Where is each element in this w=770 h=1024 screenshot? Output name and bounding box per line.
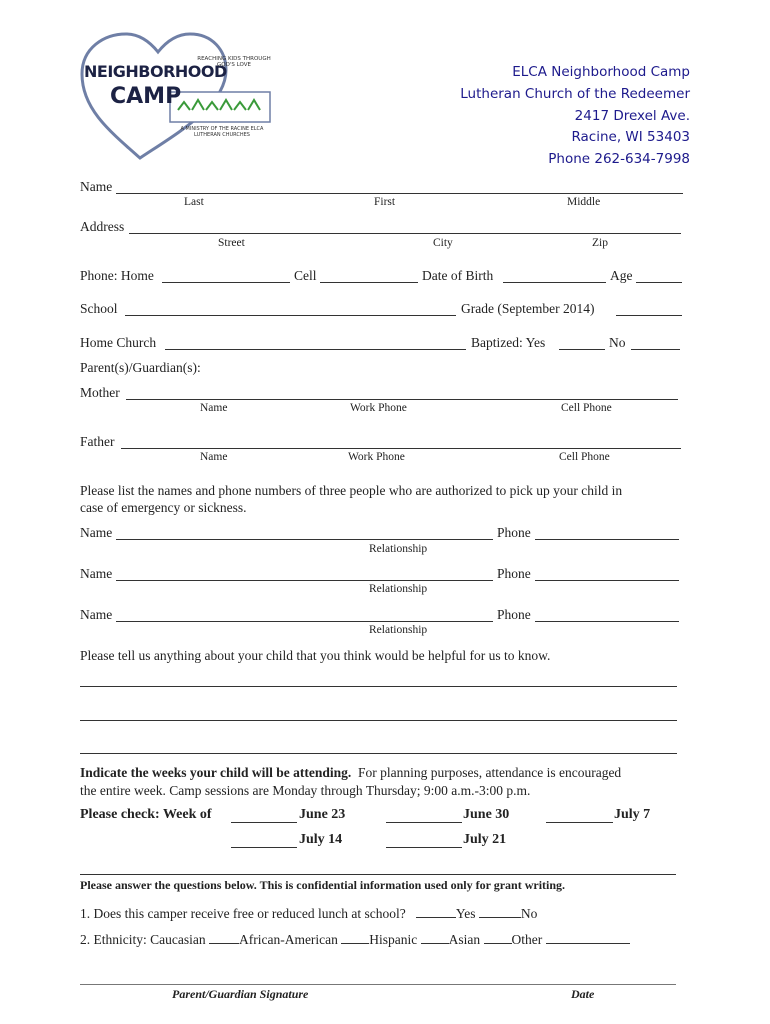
pickup-name-field[interactable] — [116, 621, 493, 622]
signature-line[interactable] — [80, 984, 676, 985]
mother-sub-name: Name — [200, 402, 228, 414]
grade-label: Grade (September 2014) — [461, 301, 595, 316]
baptized-no-label: No — [609, 335, 626, 350]
pickup-name-label: Name — [80, 607, 113, 622]
logo-ministry: A MINISTRY OF THE RACINE ELCA LUTHERAN CHURCHES — [180, 126, 264, 138]
q2-asian-label: Asian — [448, 932, 481, 947]
phone-cell-field[interactable] — [320, 282, 418, 283]
address-sub-zip: Zip — [592, 237, 608, 249]
week-july14-label: July 14 — [299, 832, 343, 847]
pickup-name-label: Name — [80, 525, 113, 540]
week-july7-label: July 7 — [614, 807, 651, 822]
school-field[interactable] — [125, 315, 456, 316]
week-july21-label: July 21 — [463, 832, 507, 847]
q2-row — [80, 929, 630, 948]
baptized-no-field[interactable] — [631, 349, 680, 350]
pickup-intro-line1: Please list the names and phone numbers of three people who are authorized to pick up your child in — [80, 483, 623, 498]
q2-other-label: Other — [511, 932, 543, 947]
grade-field[interactable] — [616, 315, 682, 316]
age-field[interactable] — [636, 282, 682, 283]
pickup-name-field[interactable] — [116, 539, 493, 540]
name-sub-last: Last — [184, 196, 204, 208]
q1-yes-field[interactable] — [416, 903, 456, 918]
header-city: Racine, WI 53403 — [571, 129, 690, 145]
phone-home-field[interactable] — [162, 282, 290, 283]
pickup-phone-field[interactable] — [535, 580, 679, 581]
q2-other-field[interactable] — [546, 929, 630, 944]
name-label: Name — [80, 179, 113, 194]
address-label: Address — [80, 219, 125, 234]
pickup-relationship-label: Relationship — [369, 543, 428, 555]
tell-us-line[interactable] — [80, 686, 677, 687]
q1-text: 1. Does this camper receive free or reduced lunch at school? — [80, 906, 406, 921]
header-camp-name: ELCA Neighborhood Camp — [512, 64, 690, 80]
q2-caucasian-field[interactable] — [209, 929, 239, 944]
week-june30-checkbox[interactable] — [386, 822, 462, 823]
home-church-field[interactable] — [165, 349, 466, 350]
school-label: School — [80, 301, 118, 316]
q2-african-american-label: African-American — [238, 932, 338, 947]
address-sub-city: City — [433, 237, 453, 249]
q2-text: 2. Ethnicity: Caucasian — [80, 932, 206, 947]
weeks-text-1: For planning purposes, attendance is encouraged — [358, 765, 622, 780]
phone-cell-label: Cell — [294, 268, 317, 283]
pickup-intro-line2: case of emergency or sickness. — [80, 500, 247, 515]
address-field[interactable] — [129, 233, 681, 234]
mother-sub-work-phone: Work Phone — [350, 402, 407, 414]
pickup-name-field[interactable] — [116, 580, 493, 581]
q1-no-label: No — [520, 906, 538, 921]
name-sub-first: First — [374, 196, 396, 208]
week-june23-checkbox[interactable] — [231, 822, 297, 823]
tell-us-line[interactable] — [80, 720, 677, 721]
q2-hispanic-label: Hispanic — [369, 932, 418, 947]
home-church-label: Home Church — [80, 335, 157, 350]
age-label: Age — [610, 268, 633, 283]
section-divider — [80, 874, 676, 875]
guardians-label: Parent(s)/Guardian(s): — [80, 360, 201, 375]
father-field[interactable] — [121, 448, 681, 449]
father-sub-cell-phone: Cell Phone — [559, 451, 610, 463]
q1-yes-label: Yes — [455, 906, 476, 921]
pickup-phone-label: Phone — [497, 525, 531, 540]
weeks-intro — [80, 765, 621, 781]
week-june23-label: June 23 — [299, 807, 346, 822]
please-check-label: Please check: Week of — [80, 807, 212, 822]
baptized-yes-field[interactable] — [559, 349, 605, 350]
q1-row — [80, 903, 537, 922]
pickup-relationship-label: Relationship — [369, 624, 428, 636]
weeks-heading: Indicate the weeks your child will be attending. — [80, 765, 352, 780]
week-july14-checkbox[interactable] — [231, 847, 297, 848]
logo-tagline: REACHING KIDS THROUGH GOD'S LOVE — [197, 56, 271, 68]
q1-no-field[interactable] — [479, 903, 521, 918]
weeks-text-2: the entire week. Camp sessions are Monday through Thursday; 9:00 a.m.-3:00 p.m. — [80, 783, 531, 798]
mother-label: Mother — [80, 385, 120, 400]
pickup-phone-field[interactable] — [535, 621, 679, 622]
pickup-phone-field[interactable] — [535, 539, 679, 540]
mother-field[interactable] — [126, 399, 678, 400]
header-street: 2417 Drexel Ave. — [574, 108, 690, 124]
dob-field[interactable] — [503, 282, 606, 283]
confidential-note: Please answer the questions below. This is confidential information used only for grant writing. — [80, 878, 566, 892]
pickup-relationship-label: Relationship — [369, 583, 428, 595]
name-sub-middle: Middle — [567, 196, 601, 208]
week-july7-checkbox[interactable] — [546, 822, 613, 823]
pickup-phone-label: Phone — [497, 566, 531, 581]
father-label: Father — [80, 434, 115, 449]
dob-label: Date of Birth — [422, 268, 494, 283]
header-phone: Phone 262-634-7998 — [548, 151, 690, 167]
father-sub-name: Name — [200, 451, 228, 463]
pickup-name-label: Name — [80, 566, 113, 581]
tell-us-prompt: Please tell us anything about your child that you think would be helpful for us to know. — [80, 648, 551, 663]
phone-home-label: Phone: Home — [80, 268, 154, 283]
tell-us-line[interactable] — [80, 753, 677, 754]
mother-sub-cell-phone: Cell Phone — [561, 402, 612, 414]
baptized-yes-label: Baptized: Yes — [471, 335, 546, 350]
address-sub-street: Street — [218, 237, 245, 249]
q2-asian-field[interactable] — [484, 929, 512, 944]
pickup-phone-label: Phone — [497, 607, 531, 622]
week-june30-label: June 30 — [463, 807, 510, 822]
q2-hispanic-field[interactable] — [421, 929, 449, 944]
logo-word2: CAMP — [110, 84, 182, 109]
signature-label: Parent/Guardian Signature — [172, 987, 309, 1001]
camp-logo — [78, 30, 278, 160]
header-church: Lutheran Church of the Redeemer — [460, 86, 690, 102]
logo-word1: NEIGHBORHOOD — [84, 62, 227, 81]
name-field[interactable] — [116, 193, 683, 194]
q2-african-american-field[interactable] — [341, 929, 369, 944]
father-sub-work-phone: Work Phone — [348, 451, 405, 463]
week-july21-checkbox[interactable] — [386, 847, 462, 848]
date-label: Date — [571, 987, 595, 1001]
